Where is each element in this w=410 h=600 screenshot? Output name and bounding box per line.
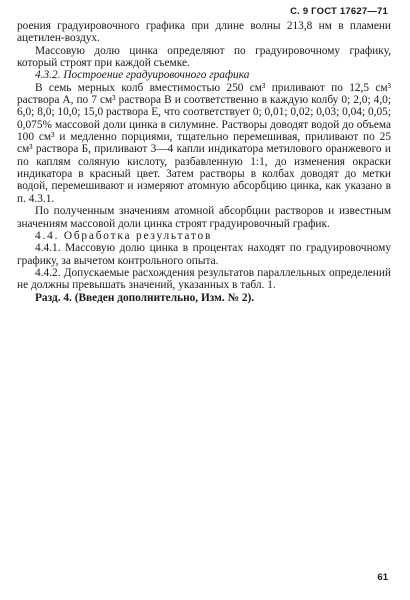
section-heading-4-3-2: 4.3.2. Построение градуировочного графика xyxy=(35,69,250,82)
body-text xyxy=(17,20,391,304)
paragraph-calibration-procedure: В семь мерных колб вместимостью 250 см³ приливают по 12,5 см³ раствора А, по 7 см³ раствора В и соответственно в каждую колбу 0; 2,0; 4,0; 6,0; 8,0; 10,0; 15,0 раствора Е, что соответствует 0; 0,01; 0,02; 0,03; 0,04; 0,05; 0,075% массовой доли цинка в силумине. Растворы доводят водой до объема 100 см³ и медленно порциями, тщательно перемешивая, приливают по 25 см³ раствора Б, приливают 3—4 капли индикатора метилового оранжевого и по каплям соляную кислоту, разбавленную 1:1, до изменения окраски индикатора в красный цвет. Затем растворы в колбах доводят до метки водой, перемешивают и измеряют атомную абсорбцию цинка, как указано в п. 4.3.1. xyxy=(17,81,391,205)
paragraph-zinc-fraction: Массовую долю цинка определяют по градуировочному графику, который строят при каждой съемке. xyxy=(17,44,391,70)
paragraph-calibration-graph: По полученным значениям атомной абсорбции растворов и известным значениям массовой доли цинка строят градуировочный график. xyxy=(17,205,391,230)
paragraph-4-4-1: 4.4.1. Массовую долю цинка в процентах находят по градуировочному графику, за вычетом контрольного опыта. xyxy=(17,242,391,267)
amendment-note: Разд. 4. (Введен дополнительно, Изм. № 2). xyxy=(35,291,255,304)
paragraph-4-4-2: 4.4.2. Допускаемые расхождения результатов параллельных определений не должны превышать значений, указанных в табл. 1. xyxy=(17,266,391,292)
section-heading-4-4: 4.4. Обработка результатов xyxy=(35,229,213,242)
page-number: 61 xyxy=(377,572,388,583)
running-header: С. 9 ГОСТ 17627—71 xyxy=(290,6,388,17)
paragraph-continuation: роения градуировочного графика при длине волны 213,8 нм в пламени ацетилен-воздух. xyxy=(17,20,391,45)
